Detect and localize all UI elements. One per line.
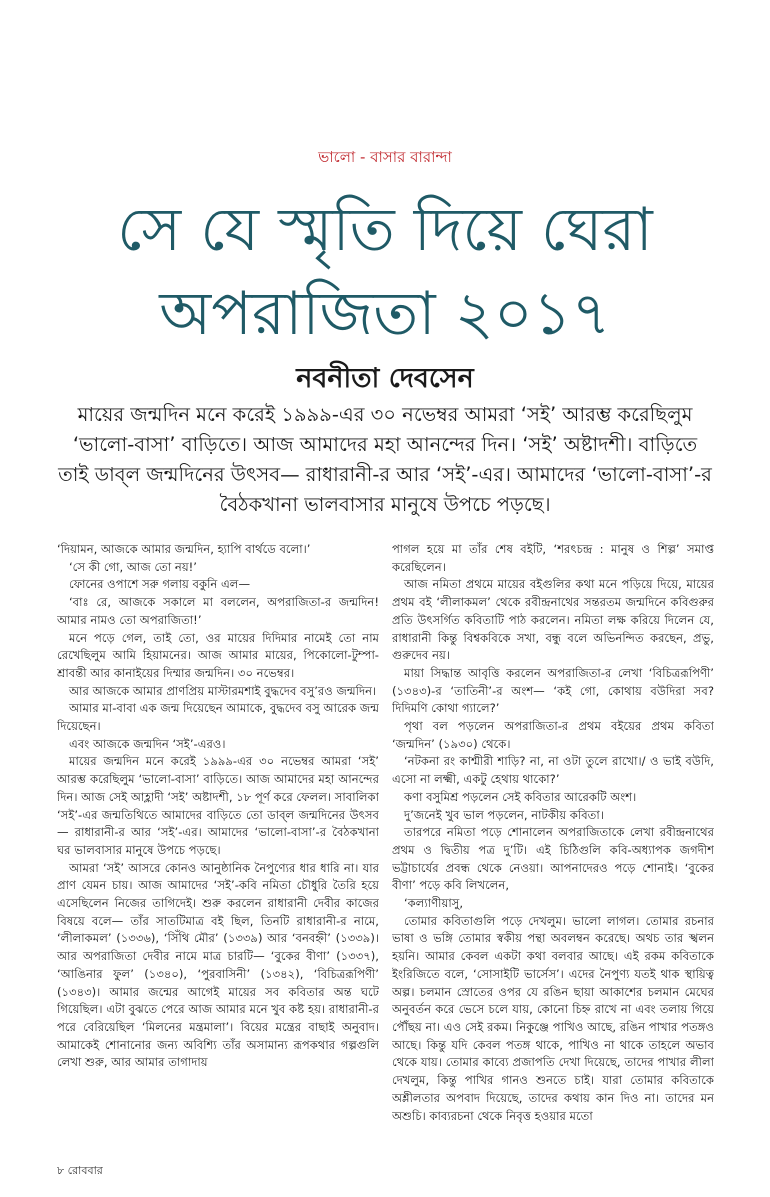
body-paragraph: পাগল হয়ে মা তাঁর শেষ বইটি, ‘শরৎচন্দ্র : মানুষ ও শিল্প’ সমাপ্ত করেছিলেন। xyxy=(392,542,714,574)
body-paragraph: তোমার কবিতাগুলি পড়ে দেখলুম। ভালো লাগল। তোমার রচনার ভাষা ও ভঙ্গি তোমার স্বকীয় পন্থা অবলম্বন করেছে। অথচ তার স্খলন হয়নি। আমার কেবল একটা কথা বলবার আছে। এই রকম কবিতাকে ইংরিজিতে বলে, ‘সোসাইটি ভার্সেস’। এদের নৈপুণ্য যতই থাক স্থায়িত্ব অল্প। চলমান স্রোতের ওপর যে রঙিন ছায়া আকাশের চলমান মেঘের অনুবর্তন করে ভেসে চলে যায়, কোনো চিহ্ন রাখে না এবং তলায় গিয়ে পৌঁছয় না। এও সেই রকম। নিকুঞ্জে পাখিও আছে, রঙিন পাখার পতঙ্গও আছে। কিন্তু যদি কেবল পতঙ্গ থাকে, পাখিও না থাকে তাহলে অভাব থেকে যায়। তোমার কাব্যে প্রজাপতি দেখা দিয়েছে, তাদের পাখার লীলা দেখলুম, কিন্তু পাখির গানও শুনতে চাই। যারা তোমার কবিতাকে অশ্লীলতার অপবাদ দিয়েছে, তাদের কথায় কান দিও না। তাদের মন অশুচি। কাব্যরচনা থেকে নিবৃত্ত হওয়ার মতো xyxy=(392,913,714,1123)
headline-line-1: সে যে স্মৃতি দিয়ে ঘেরা xyxy=(117,195,653,265)
author-byline: নবনীতা দেবসেন xyxy=(296,363,474,394)
body-paragraph: মনে পড়ে গেল, তাই তো, ওর মায়ের দিদিমার নামেই তো নাম রেখেছিলুম আমি হিয়ামনের। আজ আমার মায়ের, পিকোলো-টুম্পা-শ্রাবন্তী আর কানাইয়ের দিম্মার জন্মদিন। ৩০ নভেম্বর। xyxy=(57,630,379,680)
body-paragraph: ‘নটকনা রং কাশ্মীরী শাড়ি? না, না ওটা তুলে রাখো।/ ও ভাই বউদি, এসো না লক্ষ্মী, একটু হেথায় থাকো?’ xyxy=(392,754,714,787)
body-paragraph: কণা বসুমিশ্র পড়লেন সেই কবিতার আরেকটি অংশ। xyxy=(404,789,637,804)
body-paragraph: ‘কল্যাণীয়াসু, xyxy=(404,896,464,911)
body-paragraph: এবং আজকে জন্মদিন ‘সই’-এরও। xyxy=(69,736,226,751)
body-paragraph: আজ নমিতা প্রথমে মায়ের বইগুলির কথা মনে পড়িয়ে দিয়ে, মায়ের প্রথম বই ‘লীলাকমল’ থেকে রবীন্দ্রনাথের সন্তরতম জন্মদিনে কবিগুরুর প্রতি উৎসর্গিত কবিতাটি পাঠ করলেন। নমিতা লক্ষ করিয়ে দিলেন যে, রাধারানী কিন্তু বিশ্বকবিকে সখা, বন্ধু বলে অভিনন্দিত করছেন, প্রভু, গুরুদেব নয়। xyxy=(392,577,714,663)
body-paragraph: আর আজকে আমার প্রাণপ্রিয় মাস্টারমশাই বুদ্ধদেব বসু’রও জন্মদিন। xyxy=(69,683,377,698)
body-paragraph: ‘সে কী গো, আজ তো নয়!’ xyxy=(69,559,197,574)
body-paragraph: ফোনের ওপাশে সরু গলায় বকুনি এল— xyxy=(69,577,251,592)
body-paragraph: মায়ের জন্মদিন মনে করেই ১৯৯৯-এর ৩০ নভেম্বর আমরা ‘সই’ আরম্ভ করেছিলুম ‘ভালো-বাসা’ বাড়িতে। আজ আমাদের মহা আনন্দের দিন। আজ সেই আহ্লাদী ‘সই’ অষ্টাদশী, ১৮ পূর্ণ করে ফেলল। সাবালিকা ‘সই’-এর জন্মতিথিতে আমাদের বাড়িতে তো ডাব্‌ল জন্মদিনের উৎসব— রাধারানী-র আর ‘সই’-এর। আমাদের ‘ভালো-বাসা’-র বৈঠকখানা ঘর ভালবাসার মানুষে উপচে পড়ছে। xyxy=(57,754,379,857)
body-paragraph: ‘বাঃ রে, আজকে সকালে মা বললেন, অপরাজিতা-র জন্মদিন! আমার নামও তো অপরাজিতা!’ xyxy=(57,595,379,627)
body-paragraph: আমার মা-বাবা এক জন্ম দিয়েছেন আমাকে, বুদ্ধদেব বসু আরেক জন্ম দিয়েছেন। xyxy=(57,701,379,734)
body-paragraph: দু’জনেই খুব ভাল পড়লেন, নাটকীয় কবিতা। xyxy=(404,807,604,822)
section-kicker: ভালো - বাসার বারান্দা xyxy=(318,148,452,166)
body-column-right xyxy=(392,541,714,1161)
page-footer: ৮ রোববার xyxy=(57,1164,103,1177)
headline-line-2: অপরাজিতা ২০১৭ xyxy=(159,279,611,349)
body-paragraph: মায়া সিদ্ধান্ত আবৃত্তি করলেন অপরাজিতা-র লেখা ‘বিচিত্ররূপিণী’ (১৩৪৩)-র ‘তাতিনী’-র অংশ— ‘কই গো, কোথায় বউদিরা সব? দিদিমণি কোথা গ্যালে?’ xyxy=(392,665,714,716)
lead-paragraph: মায়ের জন্মদিন মনে করেই ১৯৯৯-এর ৩০ নভেম্বর আমরা ‘সই’ আরম্ভ করেছিলুম ‘ভালো-বাসা’ বাড়িতে। আজ আমাদের মহা আনন্দের দিন। ‘সই’ অষ্টাদশী। বাড়িতে তাই ডাব্‌ল জন্মদিনের উৎসব— রাধারানী-র আর ‘সই’-এর। আমাদের ‘ভালো-বাসা’-র বৈঠকখানা ভালবাসার মানুষে উপচে পড়ছে। xyxy=(58,403,712,516)
body-column-left xyxy=(57,541,379,1161)
article-headline xyxy=(40,188,730,356)
body-paragraph: ‘দিয়ামন, আজকে আমার জন্মদিন, হ্যাপি বার্থডে বলো।’ xyxy=(57,542,311,556)
body-paragraph: আমরা ‘সই’ আসরে কোনও আনুষ্ঠানিক নৈপুণ্যের ধার ধারি না। যার প্রাণ যেমন চায়। আজ আমাদের ‘সই’-কবি নমিতা চৌধুরি তৈরি হয়ে এসেছিলেন নিজের তাগিদেই। শুরু করলেন রাধারানী দেবীর কাজের বিষয়ে বলে— তাঁর সাতটিমাত্র বই ছিল, তিনটি রাধারানী-র নামে, ‘লীলাকমল’ (১৩৩৬), ‘সিঁথি মৌর’ (১৩৩৯) আর ‘বনবহ্নী’ (১৩৩৯)। আর অপরাজিতা দেবীর নামে মাত্র চারটি— ‘বুকের বীণা’ (১৩৩৭), ‘আঙিনার ফুল’ (১৩৪০), ‘পুরবাসিনী’ (১৩৪২), ‘বিচিত্ররূপিণী’ (১৩৪৩)। আমার জন্মের আগেই মায়ের সব কবিতার অন্ত ঘটে গিয়েছিল। এটা বুঝতে পেরে আজ আমার মনে খুব কষ্ট হয়। রাধারানী-র পরে বেরিয়েছিল ‘মিলনের মন্ত্রমালা’। বিয়ের মন্ত্রের বাছাই অনুবাদ। আমাকেই শোনানোর জন্য অবিশ্যি তাঁর অসামান্য রূপকথার গল্পগুলি লেখা শুরু, আর আমার তাগাদায় xyxy=(57,860,379,1070)
body-paragraph: পৃথা বল পড়লেন অপরাজিতা-র প্রথম বইয়ের প্রথম কবিতা ‘জন্মদিন’ (১৯৩০) থেকে। xyxy=(392,719,714,751)
body-paragraph: তারপরে নমিতা পড়ে শোনালেন অপরাজিতাকে লেখা রবীন্দ্রনাথের প্রথম ও দ্বিতীয় পত্র দু’টি। এই চিঠিগুলি কবি-অধ্যাপক জগদীশ ভট্টাচার্যের প্রবন্ধ থেকে নেওয়া। আপনাদেরও পড়ে শোনাই। ‘বুকের বীণা’ পড়ে কবি লিখলেন, xyxy=(392,825,714,893)
